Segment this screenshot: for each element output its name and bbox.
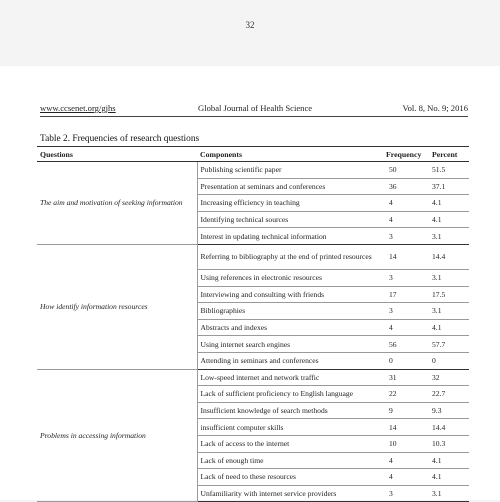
journal-title: Global Journal of Health Science [198,103,313,113]
percent-cell: 4.1 [429,319,469,336]
frequency-cell: 22 [383,386,429,403]
previous-page-footer [0,0,500,66]
table-caption: Table 2. Frequencies of research questions [40,134,200,144]
percent-cell: 4.1 [429,195,469,212]
component-cell: Referring to bibliography at the end of printed resources [197,244,383,269]
percent-cell: 9.3 [429,402,469,419]
column-header-questions: Questions [37,147,197,162]
table-row [37,369,469,386]
percent-cell: 17.5 [429,286,469,303]
frequency-cell: 3 [383,269,429,286]
frequency-cell: 4 [383,211,429,228]
component-cell: Lack of enough time [197,452,383,469]
component-cell: Insufficient knowledge of search methods [197,402,383,419]
table-row [37,244,469,269]
percent-cell: 37.1 [429,178,469,195]
question-cell: The aim and motivation of seeking information [37,162,197,245]
percent-cell: 3.1 [429,485,469,502]
percent-cell: 22.7 [429,386,469,403]
component-cell: Using internet search engines [197,336,383,353]
column-header-frequency: Frequency [383,147,429,162]
percent-cell: 4.1 [429,211,469,228]
component-cell: Lack of access to the internet [197,435,383,452]
frequency-cell: 0 [383,352,429,369]
percent-cell: 14.4 [429,244,469,269]
component-cell: Low-speed internet and network traffic [197,369,383,386]
percent-cell: 3.1 [429,228,469,245]
component-cell: insufficient computer skills [197,419,383,436]
component-cell: Identifying technical sources [197,211,383,228]
component-cell: Unfamiliarity with internet service providers [197,485,383,502]
percent-cell: 3.1 [429,303,469,320]
frequency-cell: 3 [383,485,429,502]
percent-cell: 32 [429,369,469,386]
percent-cell: 14.4 [429,419,469,436]
page-number: 32 [245,20,255,30]
frequency-cell: 9 [383,402,429,419]
frequency-cell: 3 [383,228,429,245]
component-cell: Abstracts and indexes [197,319,383,336]
component-cell: Interest in updating technical information [197,228,383,245]
frequency-cell: 14 [383,244,429,269]
component-cell: Presentation at seminars and conferences [197,178,383,195]
question-cell: How identify information resources [37,244,197,369]
frequency-cell: 36 [383,178,429,195]
journal-url-link[interactable]: www.ccsenet.org/gjhs [40,103,116,113]
column-header-components: Components [197,147,383,162]
percent-cell: 4.1 [429,469,469,486]
frequency-cell: 17 [383,286,429,303]
component-cell: Bibliographies [197,303,383,320]
percent-cell: 10.3 [429,435,469,452]
component-cell: Lack of need to these resources [197,469,383,486]
column-header-percent: Percent [429,147,469,162]
frequency-cell: 4 [383,452,429,469]
table-row [37,162,469,179]
frequency-cell: 3 [383,303,429,320]
frequency-table [37,146,469,502]
frequency-cell: 10 [383,435,429,452]
percent-cell: 4.1 [429,452,469,469]
frequency-cell: 4 [383,195,429,212]
component-cell: Using references in electronic resources [197,269,383,286]
frequency-cell: 4 [383,469,429,486]
question-cell: Problems in accessing information [37,369,197,502]
percent-cell: 3.1 [429,269,469,286]
component-cell: Lack of sufficient proficiency to English language [197,386,383,403]
frequency-cell: 56 [383,336,429,353]
frequency-cell: 31 [383,369,429,386]
table-header-row [37,147,469,162]
frequency-cell: 14 [383,419,429,436]
component-cell: Increasing efficiency in teaching [197,195,383,212]
component-cell: Attending in seminars and conferences [197,352,383,369]
percent-cell: 57.7 [429,336,469,353]
volume-info: Vol. 8, No. 9; 2016 [402,103,468,113]
frequency-cell: 50 [383,162,429,179]
percent-cell: 51.5 [429,162,469,179]
percent-cell: 0 [429,352,469,369]
component-cell: Interviewing and consulting with friends [197,286,383,303]
component-cell: Publishing scientific paper [197,162,383,179]
header-divider [40,116,468,117]
frequency-cell: 4 [383,319,429,336]
